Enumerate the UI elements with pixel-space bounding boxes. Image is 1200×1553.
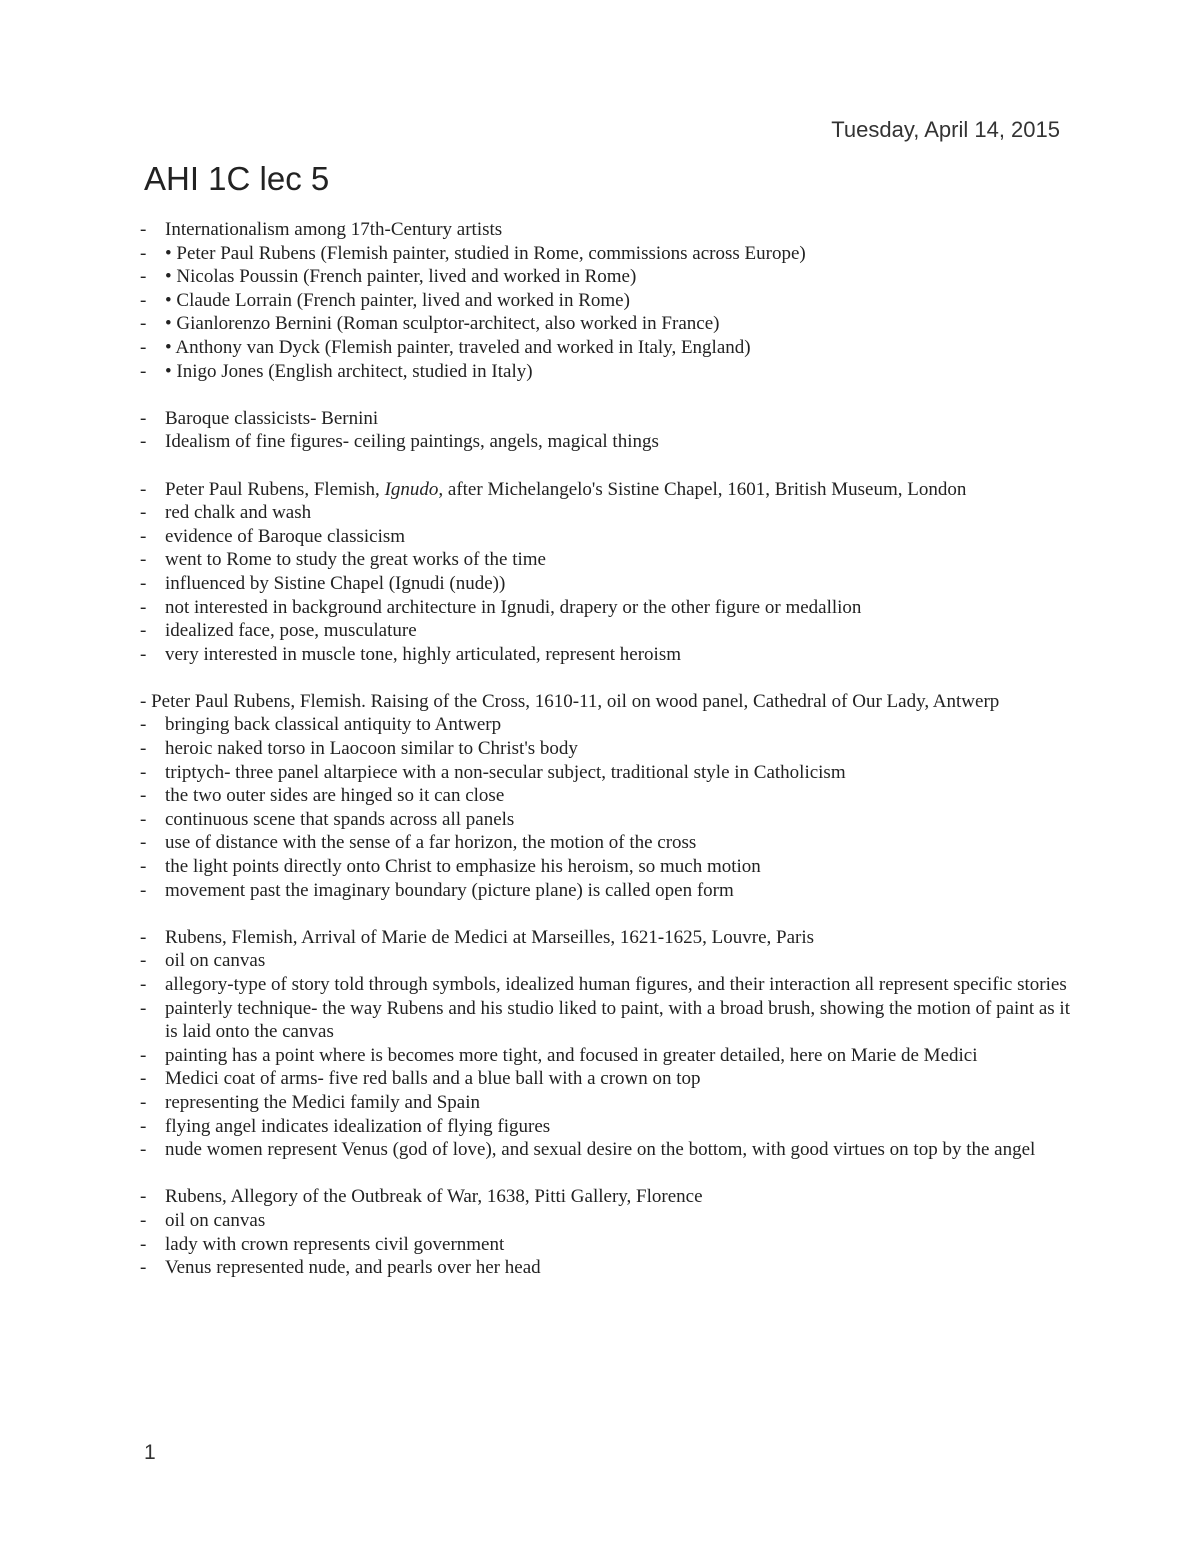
- note-text: painting has a point where is becomes more tight, and focused in greater detailed, here on Marie de Medici: [165, 1044, 978, 1066]
- note-item: [140, 360, 1070, 384]
- page-number: 1: [144, 1441, 156, 1464]
- bullet-dash: -: [140, 289, 147, 311]
- bullet-dash: -: [140, 1233, 147, 1255]
- note-text: Idealism of fine figures- ceiling paintings, angels, magical things: [165, 431, 659, 453]
- bullet-dash: -: [140, 596, 147, 618]
- note-text: [165, 479, 966, 500]
- note-section: [140, 218, 1070, 383]
- bullet-dash: -: [140, 360, 147, 382]
- note-item: [140, 808, 1070, 832]
- note-text: painterly technique- the way Rubens and his studio liked to paint, with a broad brush, showing the motion of paint as it is laid onto the canvas: [165, 997, 1070, 1043]
- note-item: [140, 997, 1070, 1044]
- bullet-dash: -: [140, 926, 147, 948]
- note-item: [140, 1233, 1070, 1257]
- bullet-dash: -: [140, 1068, 147, 1090]
- note-text: bringing back classical antiquity to Antwerp: [165, 714, 502, 736]
- note-item: [140, 879, 1070, 903]
- bullet-dash: -: [140, 1044, 147, 1066]
- note-item: [140, 336, 1070, 360]
- note-text: • Gianlorenzo Bernini (Roman sculptor-architect, also worked in France): [165, 313, 720, 335]
- document-title: AHI 1C lec 5: [144, 160, 330, 197]
- note-item: [140, 690, 1070, 714]
- bullet-dash: -: [140, 313, 147, 335]
- note-text: triptych- three panel altarpiece with a non-secular subject, traditional style in Catholicism: [165, 761, 846, 783]
- note-text: - Peter Paul Rubens, Flemish. Raising of the Cross, 1610-11, oil on wood panel, Cathedral of Our Lady, Antwerp: [140, 690, 1000, 712]
- bullet-dash: -: [140, 714, 147, 736]
- bullet-dash: -: [140, 879, 147, 901]
- note-item: [140, 949, 1070, 973]
- document-date: Tuesday, April 14, 2015: [831, 117, 1060, 142]
- note-text: flying angel indicates idealization of flying figures: [165, 1115, 551, 1137]
- note-item: [140, 430, 1070, 454]
- note-text: very interested in muscle tone, highly articulated, represent heroism: [165, 643, 681, 665]
- bullet-dash: -: [140, 219, 147, 240]
- note-item: [140, 265, 1070, 289]
- bullet-dash: -: [140, 761, 147, 783]
- bullet-dash: -: [140, 808, 147, 830]
- note-item: [140, 973, 1070, 997]
- bullet-dash: -: [140, 336, 147, 358]
- bullet-dash: -: [140, 549, 147, 571]
- note-text: went to Rome to study the great works of the time: [165, 549, 546, 571]
- note-section: [140, 690, 1070, 902]
- note-item: [140, 1091, 1070, 1115]
- note-text: oil on canvas: [165, 1209, 266, 1231]
- bullet-dash: -: [140, 1209, 147, 1231]
- bullet-dash: -: [140, 1139, 147, 1161]
- note-item: [140, 218, 1070, 242]
- note-text: representing the Medici family and Spain: [165, 1091, 480, 1113]
- note-text-part: after Michelangelo's Sistine Chapel, 1601, British Museum, London: [443, 478, 967, 500]
- bullet-dash: -: [140, 1257, 147, 1279]
- note-item: [140, 831, 1070, 855]
- note-text: continuous scene that spands across all panels: [165, 808, 515, 830]
- note-text: heroic naked torso in Laocoon similar to Christ's body: [165, 738, 578, 760]
- note-text: • Peter Paul Rubens (Flemish painter, studied in Rome, commissions across Europe): [165, 242, 806, 264]
- note-item: [140, 784, 1070, 808]
- note-item: [140, 596, 1070, 620]
- bullet-dash: -: [140, 997, 147, 1019]
- note-item: [140, 926, 1070, 950]
- note-item: [140, 855, 1070, 879]
- note-text: Venus represented nude, and pearls over her head: [165, 1257, 541, 1279]
- bullet-dash: -: [140, 266, 147, 288]
- bullet-dash: -: [140, 478, 147, 500]
- note-item: [140, 548, 1070, 572]
- bullet-dash: -: [140, 242, 147, 264]
- lecture-notes: [140, 218, 1070, 1303]
- note-item: [140, 1115, 1070, 1139]
- bullet-dash: -: [140, 525, 147, 547]
- note-text: • Anthony van Dyck (Flemish painter, traveled and worked in Italy, England): [165, 336, 751, 358]
- note-item: [140, 737, 1070, 761]
- note-item: [140, 1067, 1070, 1091]
- bullet-dash: -: [140, 1091, 147, 1113]
- note-section: [140, 926, 1070, 1162]
- note-item: [140, 1209, 1070, 1233]
- note-item: [140, 525, 1070, 549]
- note-text: lady with crown represents civil government: [165, 1233, 505, 1255]
- note-item: [140, 478, 1070, 502]
- note-item: [140, 619, 1070, 643]
- note-text: allegory-type of story told through symbols, idealized human figures, and their interaction all represent specific stories: [165, 974, 1067, 995]
- note-text: Medici coat of arms- five red balls and a blue ball with a crown on top: [165, 1068, 701, 1090]
- bullet-dash: -: [140, 832, 147, 854]
- note-section: [140, 1185, 1070, 1279]
- bullet-dash: -: [140, 1186, 147, 1208]
- note-text: Baroque classicists- Bernini: [165, 407, 379, 429]
- bullet-dash: -: [140, 1115, 147, 1137]
- bullet-dash: -: [140, 950, 147, 972]
- note-item: [140, 1185, 1070, 1209]
- bullet-dash: -: [140, 620, 147, 642]
- bullet-dash: -: [140, 785, 147, 807]
- note-section: [140, 478, 1070, 667]
- note-text: Rubens, Allegory of the Outbreak of War, 1638, Pitti Gallery, Florence: [165, 1186, 703, 1208]
- note-text: movement past the imaginary boundary (picture plane) is called open form: [165, 879, 734, 901]
- note-item: [140, 713, 1070, 737]
- note-item: [140, 242, 1070, 266]
- note-text-part: Peter Paul Rubens, Flemish,: [165, 478, 385, 500]
- note-item: [140, 761, 1070, 785]
- note-text: influenced by Sistine Chapel (Ignudi (nude)): [165, 572, 506, 594]
- note-item: [140, 1044, 1070, 1068]
- note-item: [140, 289, 1070, 313]
- bullet-dash: -: [140, 502, 147, 524]
- note-text: oil on canvas: [165, 950, 266, 972]
- artwork-title: Ignudo,: [384, 478, 444, 500]
- note-item: [140, 407, 1070, 431]
- bullet-dash: -: [140, 572, 147, 594]
- note-text: evidence of Baroque classicism: [165, 525, 406, 547]
- note-text: idealized face, pose, musculature: [165, 620, 417, 642]
- note-item: [140, 1138, 1070, 1162]
- note-text: nude women represent Venus (god of love), and sexual desire on the bottom, with good virtues on top by the angel: [165, 1139, 1036, 1161]
- bullet-dash: -: [140, 856, 147, 878]
- note-text: • Inigo Jones (English architect, studied in Italy): [165, 360, 533, 382]
- bullet-dash: -: [140, 974, 147, 995]
- note-text: the light points directly onto Christ to emphasize his heroism, so much motion: [165, 856, 761, 878]
- note-text: Rubens, Flemish, Arrival of Marie de Medici at Marseilles, 1621-1625, Louvre, Paris: [165, 926, 815, 948]
- note-section: [140, 407, 1070, 454]
- note-text: Internationalism among 17th-Century artists: [165, 219, 503, 240]
- note-text: use of distance with the sense of a far horizon, the motion of the cross: [165, 832, 697, 854]
- note-item: [140, 1256, 1070, 1280]
- bullet-dash: -: [140, 407, 147, 429]
- note-text: red chalk and wash: [165, 502, 312, 524]
- note-item: [140, 312, 1070, 336]
- note-item: [140, 643, 1070, 667]
- note-text: • Nicolas Poussin (French painter, lived and worked in Rome): [165, 266, 637, 288]
- bullet-dash: -: [140, 643, 147, 665]
- bullet-dash: -: [140, 738, 147, 760]
- note-text: not interested in background architecture in Ignudi, drapery or the other figure or medallion: [165, 596, 862, 618]
- note-item: [140, 501, 1070, 525]
- bullet-dash: -: [140, 431, 147, 453]
- note-item: [140, 572, 1070, 596]
- note-text: • Claude Lorrain (French painter, lived and worked in Rome): [165, 289, 630, 311]
- note-text: the two outer sides are hinged so it can close: [165, 785, 505, 807]
